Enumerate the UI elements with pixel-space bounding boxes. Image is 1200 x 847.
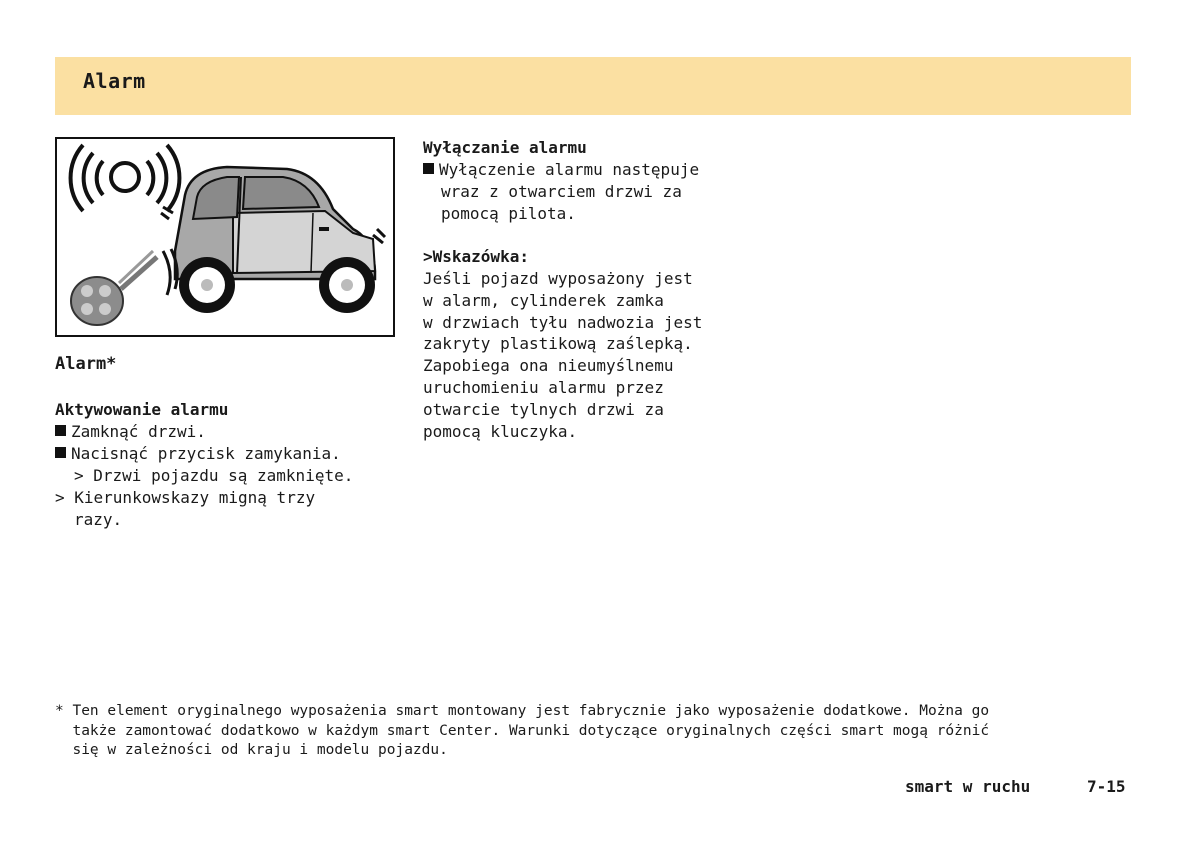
list-item: Nacisnąć przycisk zamykania.: [55, 443, 341, 465]
bullet-icon: [55, 425, 66, 436]
car-alarm-remote-illustration: [57, 139, 393, 335]
bullet-icon: [55, 447, 66, 458]
note-line: w alarm, cylinderek zamka: [423, 291, 664, 310]
note-line: otwarcie tylnych drzwi za: [423, 400, 664, 419]
note-line: w drzwiach tyłu nadwozia jest: [423, 313, 703, 332]
note-line: pomocą kluczyka.: [423, 422, 578, 441]
page-title: Alarm: [83, 69, 146, 93]
list-item: wraz z otwarciem drzwi za: [441, 182, 682, 201]
header-band: [55, 57, 1131, 115]
bullet-icon: [423, 163, 434, 174]
subheading-activation: Aktywowanie alarmu: [55, 400, 229, 419]
subheading-deactivation: Wyłączanie alarmu: [423, 138, 587, 157]
car-icon: [175, 167, 375, 313]
note-line: zakryty plastikową zaślepką.: [423, 334, 693, 353]
note-heading: >Wskazówka:: [423, 247, 529, 266]
section-heading-alarm: Alarm*: [55, 354, 117, 374]
list-item: > Drzwi pojazdu są zamknięte.: [74, 466, 354, 485]
list-item: pomocą pilota.: [441, 204, 576, 223]
list-item: Zamknąć drzwi.: [55, 421, 206, 443]
note-line: Jeśli pojazd wyposażony jest: [423, 269, 693, 288]
footer-section-title: smart w ruchu: [905, 777, 1031, 796]
note-line: Zapobiega ona nieumyślnemu: [423, 356, 674, 375]
footnote: [55, 702, 1131, 761]
footnote-line: * Ten element oryginalnego wyposażenia smart montowany jest fabrycznie jako wyposażenie dodatkowe. Można go: [55, 703, 990, 719]
alarm-waves-icon: [71, 145, 180, 211]
remote-key-icon: [71, 251, 157, 325]
footnote-line: się w zależności od kraju i modelu pojazdu.: [55, 742, 448, 758]
illustration: [55, 137, 395, 337]
list-item: > Kierunkowskazy migną trzy: [55, 488, 316, 507]
page-number: 7-15: [1087, 777, 1126, 796]
note-line: uruchomieniu alarmu przez: [423, 378, 664, 397]
footnote-line: także zamontować dodatkowo w każdym smart Center. Warunki dotyczące oryginalnych części smart mogą różnić: [55, 722, 990, 739]
list-item: Wyłączenie alarmu następuje: [423, 159, 699, 181]
list-item: razy.: [74, 510, 123, 529]
